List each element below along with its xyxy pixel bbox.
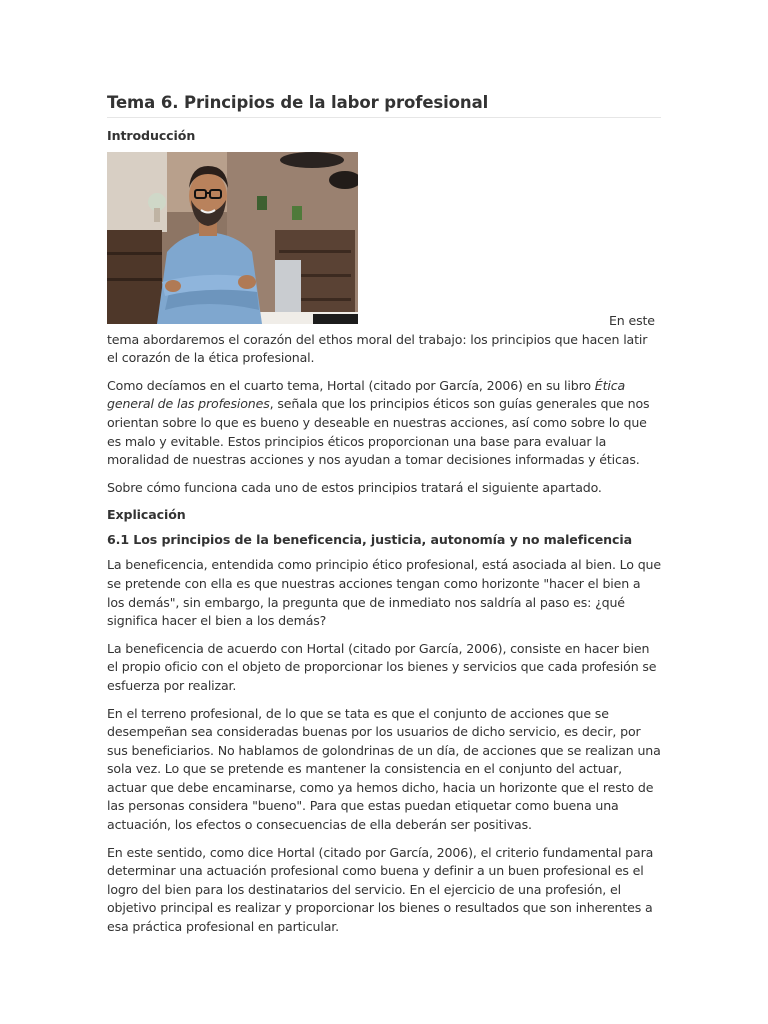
intro-paragraph-2 <box>107 377 661 470</box>
intro-paragraph-2-after: , señala que los principios éticos son guías generales que nos orientan sobre lo que es bueno y deseable en nuestras acciones, así como sobre lo que es malo y evitable. Estos principios éticos proporcionan una base para evaluar la moralidad de nuestras acciones y nos ayudan a tomar decisiones informadas y éticas. <box>107 396 650 468</box>
explanation-heading: Explicación <box>107 507 186 523</box>
intro-heading: Introducción <box>107 128 196 143</box>
intro-paragraph-2-before: Como decíamos en el cuarto tema, Hortal (citado por García, 2006) en su libro <box>107 377 595 393</box>
intro-block <box>107 152 661 324</box>
section-paragraph: La beneficencia, entendida como principio ético profesional, está asociada al bien. Lo que se pretende con ella es que nuestras acciones tengan como horizonte "hacer el bien a los demás", sin embargo, la pregunta que de inmediato nos saldría al paso es: ¿qué significa hacer el bien a los demás? <box>107 557 661 629</box>
intro-paragraph-1-text: En este tema abordaremos el corazón del ethos moral del trabajo: los principios que hacen latir el corazón de la ética profesional. <box>107 313 655 366</box>
book-title: Ética general de las profesiones <box>107 377 626 412</box>
section-heading: 6.1 Los principios de la beneficencia, justicia, autonomía y no maleficencia <box>107 532 632 548</box>
section-paragraph: En este sentido, como dice Hortal (citado por García, 2006), el criterio fundamental para determinar una actuación profesional como buena y definir a un buen profesional es el logro del bien para los destinatarios del servicio. En el ejercicio de una profesión, el objetivo principal es realizar y proporcionar los bienes o resultados que son inherentes a esa práctica profesional en particular. <box>107 844 654 935</box>
intro-paragraph-3: Sobre cómo funciona cada uno de estos principios tratará el siguiente apartado. <box>107 479 602 495</box>
page-title: Tema 6. Principios de la labor profesional <box>107 93 661 118</box>
section-paragraph: La beneficencia de acuerdo con Hortal (citado por García, 2006), consiste en hacer bien el propio oficio con el objeto de proporcionar los bienes y servicios que cada profesión se esfuerza por realizar. <box>107 640 657 693</box>
section-paragraph: En el terreno profesional, de lo que se tata es que el conjunto de acciones que se desempeñan sea consideradas buenas por los usuarios de dicho servicio, es decir, por sus beneficiarios. No hablamos de golondrinas de un día, de acciones que se realizan una sola vez. Lo que se pretende es mantener la consistencia en el conjunto del actuar, actuar que debe encaminarse, como ya hemos dicho, hacia un horizonte que el resto de las personas considera "bueno". Para que estas puedan etiquetar como buena una actuación, los efectos o consecuencias de ella deberán ser positivas. <box>107 705 661 833</box>
professional-man-photo <box>107 152 358 324</box>
